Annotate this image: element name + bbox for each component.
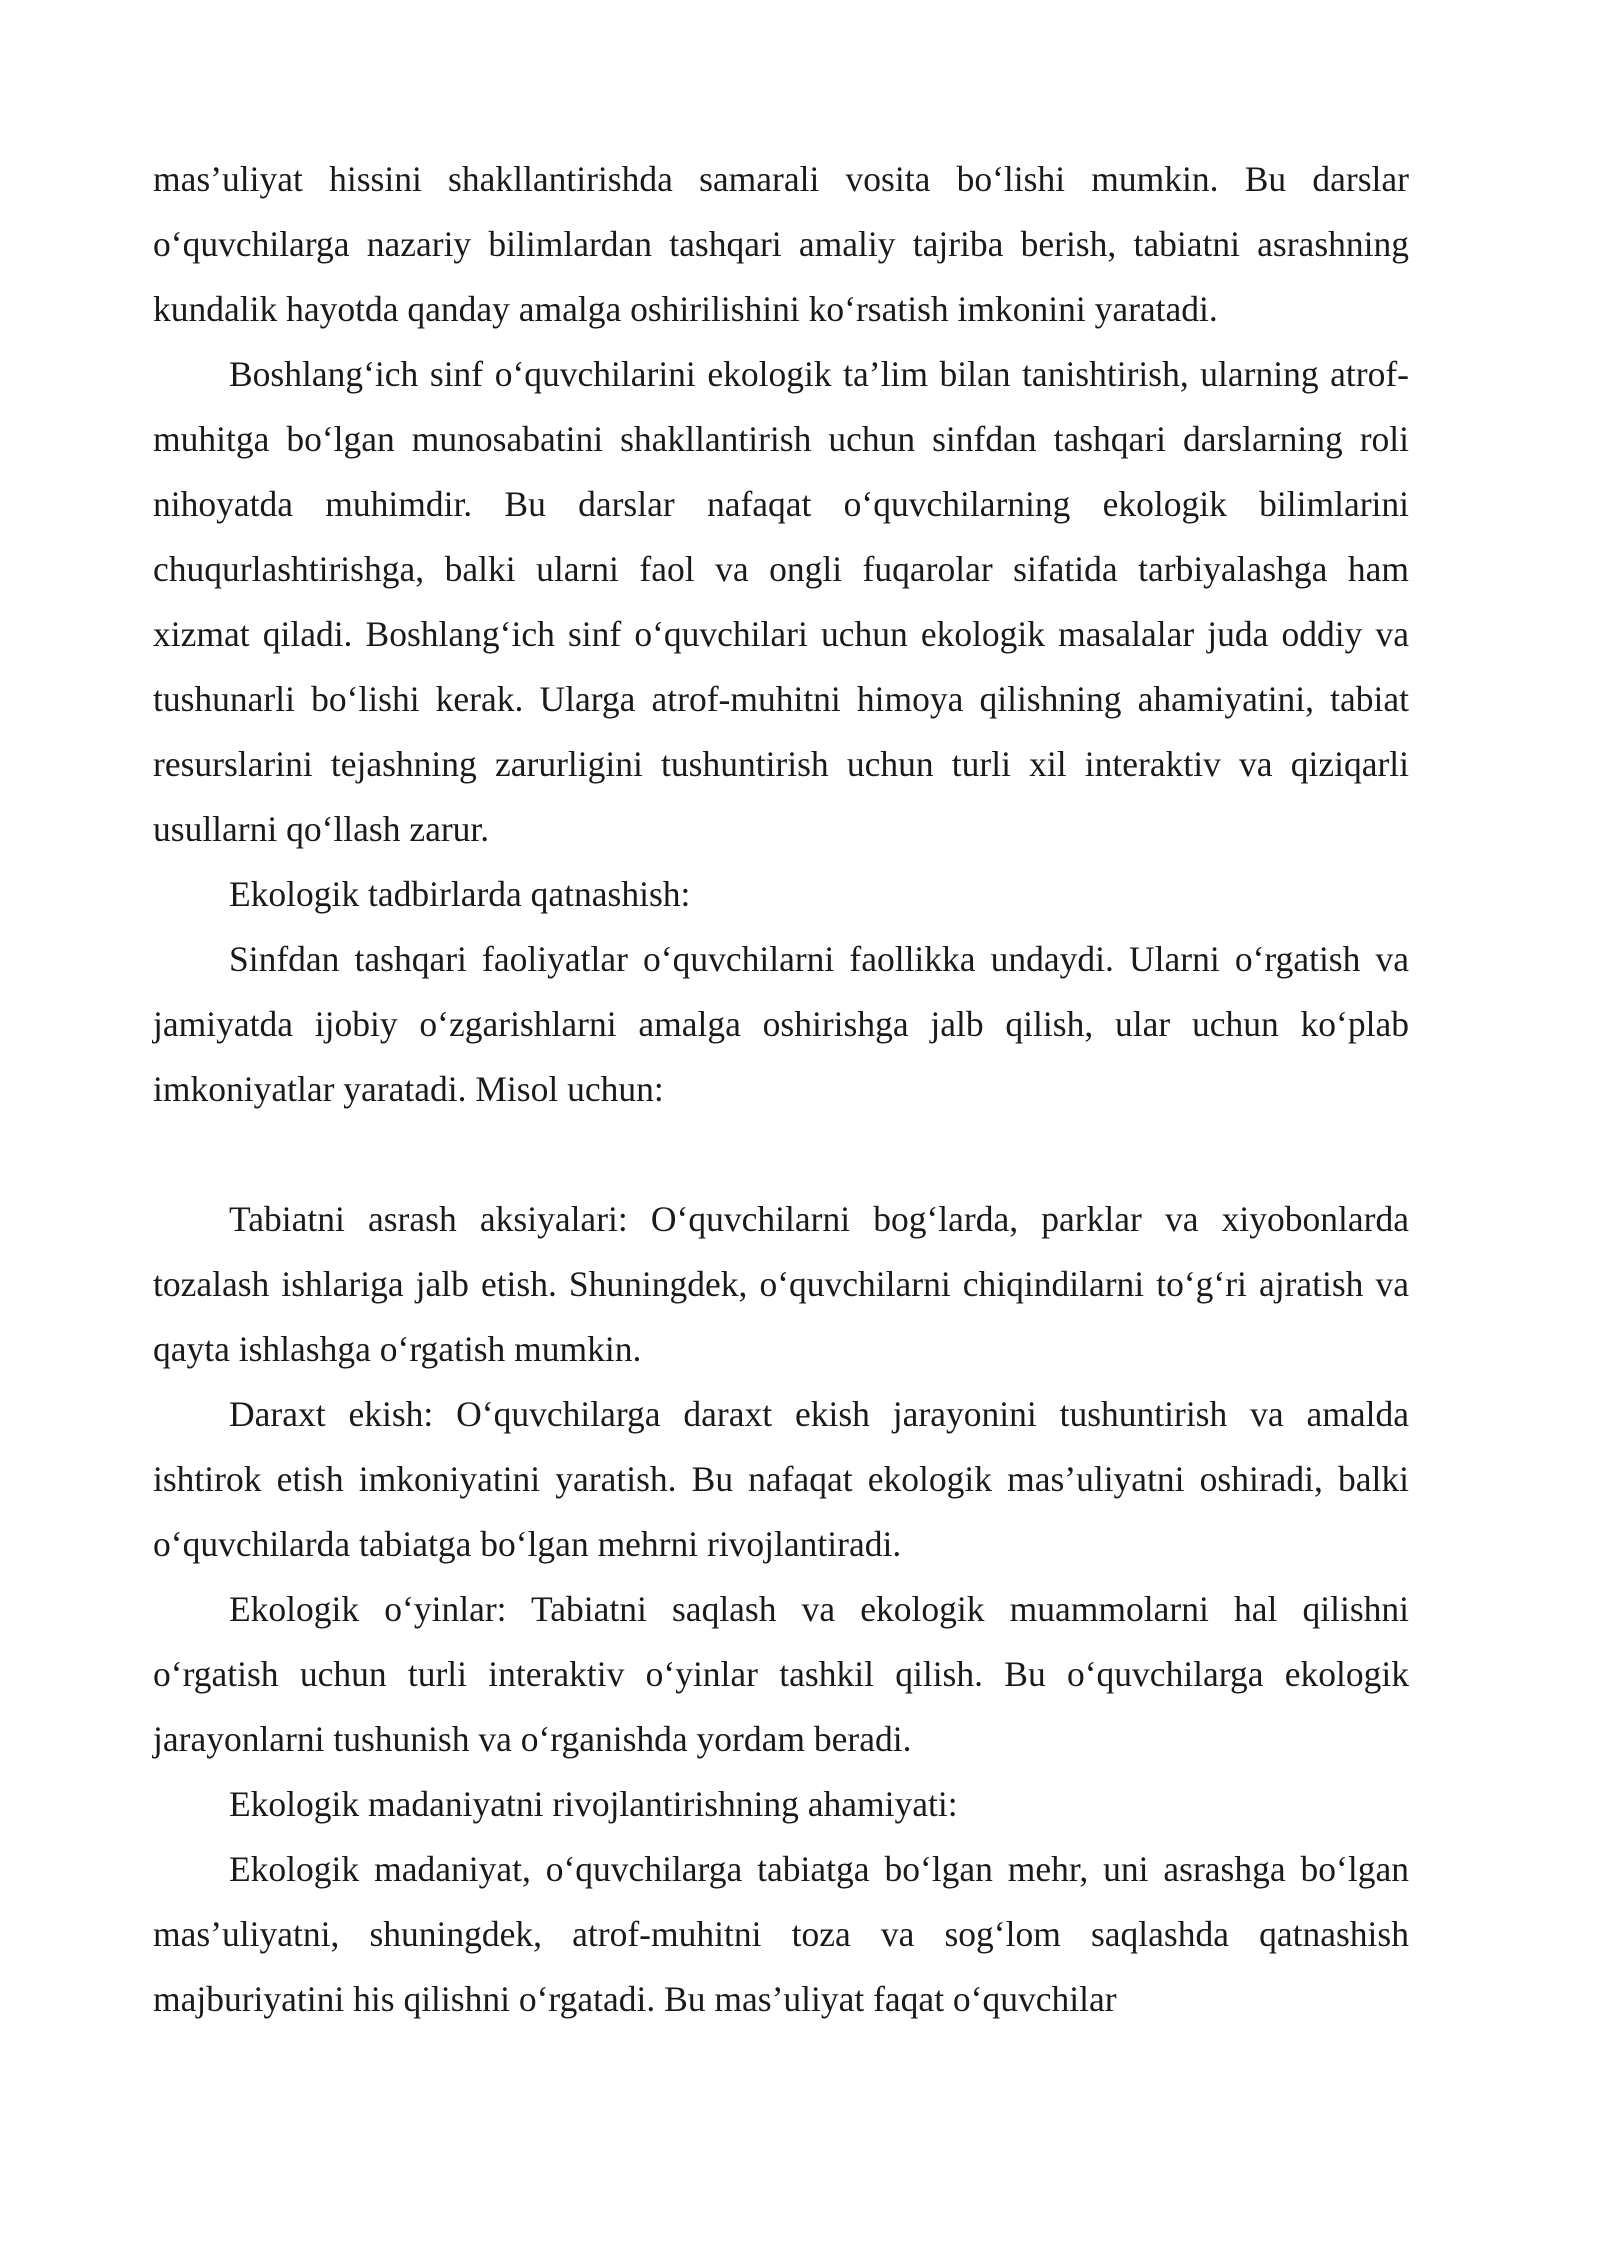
list-paragraph: Tabiatni asrash aksiyalari: O‘quvchilarni bog‘larda, parklar va xiyobonlarda tozalash ishlariga jalb etish. Shuningdek, o‘quvchilarni chiqindilarni to‘g‘ri ajratish va qayta ishlashga o‘rgatish mumkin. [153, 1199, 1409, 1369]
paragraph-continuation: mas’uliyat hissini shakllantirishda samarali vosita bo‘lishi mumkin. Bu darslar o‘quvchilarga nazariy bilimlardan tashqari amaliy tajriba berish, tabiatni asrashning kundalik hayotda qanday amalga oshirilishini ko‘rsatish imkonini yaratadi. [153, 159, 1409, 329]
section-heading: Ekologik tadbirlarda qatnashish: [229, 874, 691, 914]
list-paragraph: Daraxt ekish: O‘quvchilarga daraxt ekish jarayonini tushuntirish va amalda ishtirok etish imkoniyatini yaratish. Bu nafaqat ekologik mas’uliyatni oshiradi, balki o‘quvchilarda tabiatga bo‘lgan mehrni rivojlantiradi. [153, 1394, 1409, 1564]
paragraph: Ekologik madaniyat, o‘quvchilarga tabiatga bo‘lgan mehr, uni asrashga bo‘lgan mas’uliyatni, shuningdek, atrof-muhitni toza va sog‘lom saqlashda qatnashish majburiyatini his qilishni o‘rgatadi. Bu mas’uliyat faqat o‘quvchilar [153, 1849, 1409, 2019]
section-heading: Ekologik madaniyatni rivojlantirishning ahamiyati: [229, 1784, 958, 1824]
paragraph: Sinfdan tashqari faoliyatlar o‘quvchilarni faollikka undaydi. Ularni o‘rgatish va jamiyatda ijobiy o‘zgarishlarni amalga oshirishga jalb qilish, ular uchun ko‘plab imkoniyatlar yaratadi. Misol uchun: [153, 939, 1409, 1109]
body-text [153, 147, 1409, 2032]
list-paragraph: Ekologik o‘yinlar: Tabiatni saqlash va ekologik muammolarni hal qilishni o‘rgatish uchun turli interaktiv o‘yinlar tashkil qilish. Bu o‘quvchilarga ekologik jarayonlarni tushunish va o‘rganishda yordam beradi. [153, 1589, 1409, 1759]
paragraph: Boshlang‘ich sinf o‘quvchilarini ekologik ta’lim bilan tanishtirish, ularning atrof-muhitga bo‘lgan munosabatini shakllantirish uchun sinfdan tashqari darslarning roli nihoyatda muhimdir. Bu darslar nafaqat o‘quvchilarning ekologik bilimlarini chuqurlashtirishga, balki ularni faol va ongli fuqarolar sifatida tarbiyalashga ham xizmat qiladi. Boshlang‘ich sinf o‘quvchilari uchun ekologik masalalar juda oddiy va tushunarli bo‘lishi kerak. Ularga atrof-muhitni himoya qilishning ahamiyatini, tabiat resurslarini tejashning zarurligini tushuntirish uchun turli xil interaktiv va qiziqarli usullarni qo‘llash zarur. [153, 354, 1409, 849]
